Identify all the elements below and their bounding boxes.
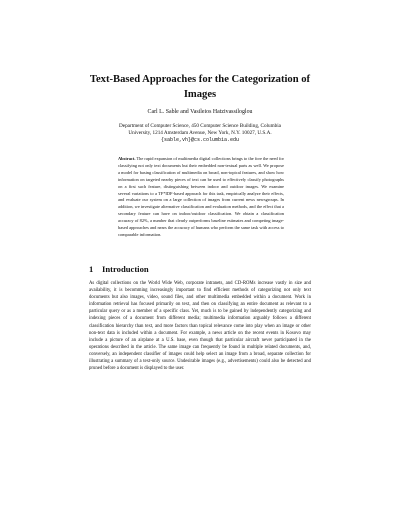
affiliation-line-2: University, 1214 Amsterdam Avenue, New York, N.Y. 10027, U.S.A. [128, 130, 272, 136]
abstract [118, 156, 284, 239]
section-number: 1 [89, 264, 94, 274]
affiliation [60, 123, 340, 137]
authors: Carl L. Sable and Vasileios Hatzivassiloglou [147, 109, 253, 115]
paper-title [60, 72, 340, 102]
abstract-text: The rapid expansion of multimedia digital collections brings to the fore the need for classifying not only text documents but their embedded non-textual parts as well. We propose a model for basing classification of multimedia on broad, non-topical features, and show how information on targeted nearby pieces of text can be used to effectively classify photographs on a first such feature, distinguishing between indoor and outdoor images. We examine several variations to a TF*IDF-based approach for this task, empirically analyze their effects, and evaluate our system on a large collection of images from current news newsgroups. In addition, we investigate alternative classification and evaluation methods, and the effect that a secondary feature can have on indoor/outdoor classification. We obtain a classification accuracy of 82%, a number that clearly outperforms baseline estimates and competing image-based approaches and nears the accuracy of humans who perform the same task with access to comparable information. [118, 156, 284, 237]
section-heading [89, 264, 149, 274]
title-line-2: Images [183, 89, 217, 100]
abstract-label: Abstract. [118, 156, 136, 161]
affiliation-line-1: Department of Computer Science, 450 Computer Science Building, Columbia [119, 123, 281, 129]
section-title: Introduction [102, 264, 149, 274]
title-line-1: Text-Based Approaches for the Categorization of [89, 74, 311, 85]
introduction-paragraph: As digital collections on the World Wide Web, corporate intranets, and CD-ROMs increase vastly in size and availability, it is becomming increasingly important to find efficient methods of categorizing not only text documents but also images, video, sound files, and other multimedia embedded within a document. Work in information retrieval has focused primarily on text, and then on classifying an entire document as relevant to a particular query or as a member of a specific class. Yet, much is to be gained by independently categorizing and indexing pieces of a document from different media; multimedia information arguably follows a different classification hierarchy than text, and more factors than topical relevance come into play when an image or other non-text data is included within a document. For example, a news article on the recent events in Kosovo may include a picture of an airplane at a U.S. base, even though that particular aircraft never participated in the operations described in the article. The same image can frequently be found in multiple related documents, and, conversely, an independent classifier of images could help select an image from a broad, separate collection for illustrating a summary of a text-only source. Undesirable images (e.g., advertisements) could also be detected and pruned before a document is displayed to the user. [89, 281, 311, 372]
author-email: {sable,vh}@cs.columbia.edu [160, 137, 239, 143]
